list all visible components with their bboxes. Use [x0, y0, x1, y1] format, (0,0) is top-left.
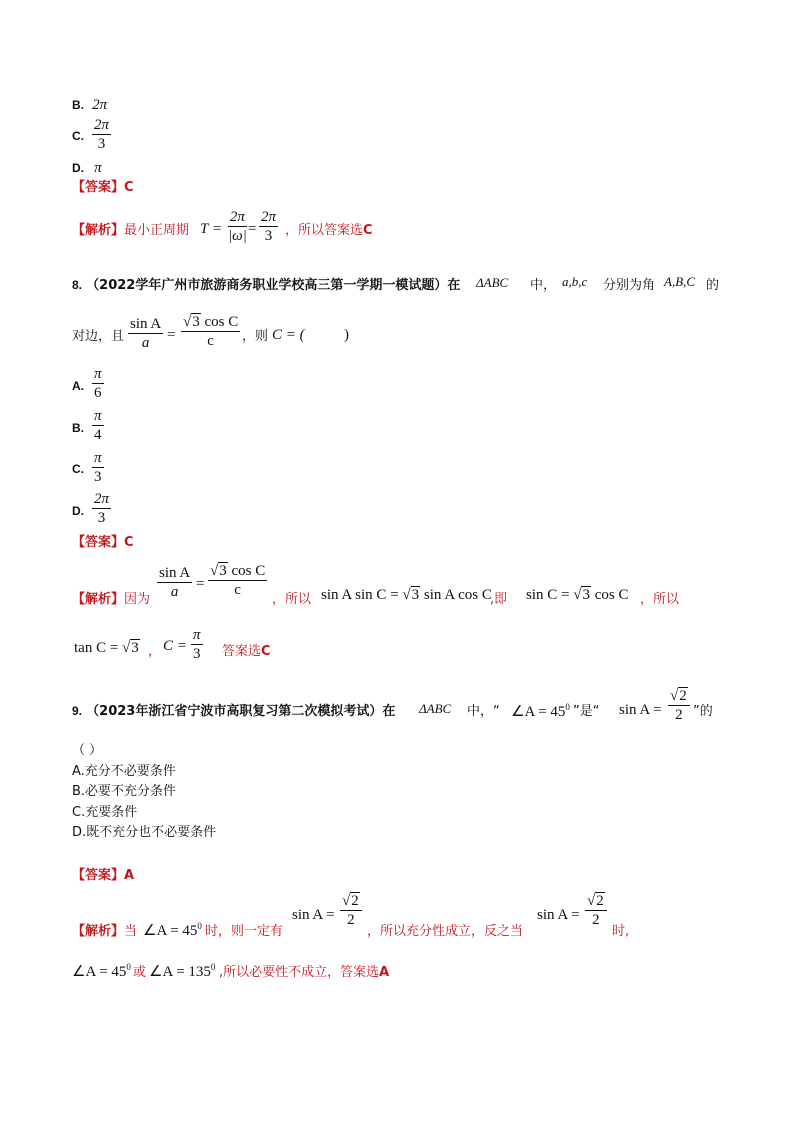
q9-option-b: B.必要不充分条件 [72, 784, 177, 799]
q9-triangle: ΔABC [419, 701, 452, 716]
q7-option-c-num: 2π [94, 117, 110, 133]
q9-source: （2023年浙江省宁波市高职复习第二次模拟考试）在 [86, 704, 396, 719]
q9-ana-frac2 [585, 893, 607, 929]
q9-ana-frac1-den: 2 [347, 912, 355, 928]
q7-option-c-den: 3 [97, 136, 106, 152]
q8-option-d-num: 2π [94, 491, 110, 507]
q8-cond-rnum: √3 cos C [183, 314, 239, 330]
q9-stem-line1 [72, 705, 395, 718]
q8-option-d-den: 3 [97, 510, 106, 526]
q9-ana-sin1: sin A = [292, 907, 335, 923]
q7-analysis-answer: C [363, 223, 373, 238]
q8-angles: A,B,C [664, 274, 696, 289]
q8-analysis-label: 【解析】 [72, 592, 125, 607]
q9-answer [72, 869, 134, 882]
q9-text2: ”是“ [573, 704, 600, 719]
q7-analysis-frac2-num: 2π [261, 209, 277, 225]
q8-ana-expr1: sin A sin C = √3 sin A cos C [321, 587, 492, 603]
q7-analysis-conclusion [285, 224, 373, 237]
q9-option-d: D.既不充分也不必要条件 [72, 825, 217, 840]
q8-option-b-num: π [94, 408, 102, 424]
q9-ana-frac2-den: 2 [592, 912, 600, 928]
q9-paren: （ ） [72, 743, 103, 758]
q8-text3: 的 [706, 278, 720, 293]
q9-cond2-frac [668, 688, 690, 724]
q9-answer-label: 【答案】 [72, 868, 125, 883]
q8-ana-line3-C: C = [163, 638, 187, 654]
q8-cond-rden: c [207, 333, 214, 349]
q8-ana-line3-answer [222, 645, 271, 658]
q9-ana-frac1-sqrt: 2 [351, 893, 359, 909]
q8-ana-line3-choice: C [261, 644, 271, 659]
q8-ana-lnum: sin A [159, 565, 191, 581]
q9-cond2-num: √2 [668, 688, 690, 706]
q8-source: （2022学年广州市旅游商务职业学校高三第一学期一模试题）在 [86, 278, 461, 293]
q9-ana-frac1-num: √2 [340, 893, 362, 911]
q8-analysis-start [72, 593, 150, 606]
q8-number: 8. [72, 278, 83, 292]
q9-ana-angle-text: ∠A = 45 [143, 923, 198, 939]
q7-analysis-frac1 [226, 209, 249, 245]
q9-ana-angle [143, 922, 202, 939]
q8-cond-lnum: sin A [130, 316, 162, 332]
q7-analysis-frac1-num: 2π [229, 209, 245, 225]
q8-ana-line3-text: 答案选 [222, 644, 262, 659]
q9-cond1-sup: 0 [565, 702, 570, 712]
q9-ana-mid: ，所以充分性成立，反之当 [367, 924, 524, 939]
q9-ana-line2-answer: A [379, 965, 390, 980]
q8-ana-tan: tan C = [74, 640, 119, 656]
q8-cond-lden: a [141, 335, 150, 351]
q8-ana-tan-sqrt: 3 [131, 640, 139, 656]
q8-ana-lden: a [170, 584, 179, 600]
q8-analysis-right-frac [208, 563, 267, 599]
q8-line2-start: 对边，且 [72, 329, 125, 344]
q9-cond1-text: ∠A = 45 [511, 704, 566, 720]
q8-cond-eq: = [167, 327, 176, 343]
q8-ana-expr2-left: sin C = [526, 587, 570, 603]
q8-ana-expr1-right: sin A cos C [423, 587, 492, 603]
q8-condition-right-frac [181, 314, 240, 350]
q8-option-a-label: A. [72, 379, 84, 393]
q9-analysis-label: 【解析】 [72, 924, 125, 939]
q8-option-a-num: π [94, 366, 102, 382]
q8-ana-line3-den: 3 [193, 646, 201, 662]
q7-analysis-text [72, 224, 189, 237]
q7-option-b-value: 2π [92, 97, 108, 113]
q8-option-b-label: B. [72, 421, 84, 435]
q8-option-b-frac [92, 408, 104, 444]
q8-text1: 中， [530, 278, 557, 293]
q8-ana-line3-comma: ， [148, 644, 162, 659]
q9-ana-line2-a-sup: 0 [126, 962, 131, 972]
q9-ana-line2-a-text: ∠A = 45 [72, 964, 127, 980]
q8-option-c-den: 3 [94, 469, 102, 485]
q8-ana-rden: c [234, 582, 241, 598]
q9-cond2-den: 2 [675, 707, 683, 723]
q7-option-c-fraction [92, 117, 111, 153]
q8-option-a-frac [92, 366, 104, 402]
q8-answer-label: 【答案】 [72, 535, 125, 550]
q8-option-a-den: 6 [94, 385, 102, 401]
q7-analysis-text2: ，所以答案选 [285, 223, 364, 238]
q8-option-d-label: D. [72, 504, 84, 518]
q8-ana-rnum: √3 cos C [210, 563, 266, 579]
q8-answer [72, 536, 134, 549]
q9-ana-then: 时，则一定有 [205, 924, 284, 939]
q9-option-c: C.充要条件 [72, 805, 138, 820]
q9-ana-when: 当 [124, 924, 138, 939]
q8-line2-end: ，则 [242, 329, 269, 344]
q9-ana-time: 时, [612, 924, 630, 939]
q8-option-b-den: 4 [94, 427, 102, 443]
q8-ana-line3-tan: tan C = √3 [74, 640, 139, 656]
q7-option-b [72, 98, 107, 113]
q9-answer-value: A [124, 868, 135, 883]
q9-ana-line2-b-sup: 0 [210, 962, 216, 972]
q9-ana-line2-a [72, 963, 131, 980]
q7-option-c-label: C. [72, 129, 84, 143]
q8-ana-rnum-sqrt: 3 [219, 563, 227, 579]
q8-ana-expr1-sqrt: 3 [411, 587, 420, 603]
q7-analysis-T: T = [200, 221, 222, 237]
q8-cond-rnum-sqrt: 3 [192, 314, 200, 330]
q8-stem-line1 [72, 279, 460, 292]
q8-ana-expr2: sin C = √3 cos C [526, 587, 629, 603]
q7-option-d [72, 161, 102, 176]
q9-ana-line2-conclusion [219, 966, 389, 979]
q9-ana-frac1 [340, 893, 362, 929]
q8-condition-left-frac [128, 316, 163, 352]
q9-ana-line2-text: ,所以必要性不成立，答案选 [219, 965, 380, 980]
q8-answer-value: C [124, 535, 134, 550]
q7-analysis-frac2 [259, 209, 278, 245]
q9-ana-frac2-sqrt: 2 [596, 893, 604, 909]
q9-cond2-num-sqrt: 2 [679, 688, 687, 704]
q8-line2-close: ) [344, 327, 349, 343]
q7-option-b-label: B. [72, 98, 84, 112]
q8-text2: 分别为角 [603, 278, 656, 293]
q9-text3: ”的 [693, 704, 713, 719]
q8-option-d-frac [92, 491, 111, 527]
q9-number: 9. [72, 704, 83, 718]
q8-ana-so2: ，所以 [640, 592, 680, 607]
q9-ana-sin2: sin A = [537, 907, 580, 923]
q8-analysis-left-frac [157, 565, 192, 601]
q9-ana-line2-or: 或 [133, 965, 147, 980]
q9-text1: 中，“ [467, 704, 500, 719]
q9-ana-angle-sup: 0 [197, 921, 202, 931]
q7-analysis-frac1-den: |ω| [228, 228, 247, 244]
q7-option-d-label: D. [72, 161, 84, 175]
q7-analysis-text1: 最小正周期 [124, 223, 190, 238]
q8-option-c-frac [92, 450, 104, 486]
q8-ana-expr1-left: sin A sin C = [321, 587, 399, 603]
q7-answer-value: C [124, 180, 134, 195]
q8-ana-eq: = [196, 576, 205, 592]
q7-analysis-label: 【解析】 [72, 223, 125, 238]
q8-cond-rnum-rest: cos C [204, 314, 239, 330]
q9-ana-line2-b-text: ∠A = 135 [149, 964, 211, 980]
q8-option-c-num: π [94, 450, 102, 466]
q8-ana-expr2-right: cos C [594, 587, 629, 603]
q7-analysis-frac2-den: 3 [264, 228, 273, 244]
q9-analysis-start [72, 925, 137, 938]
q7-answer-label: 【答案】 [72, 180, 125, 195]
q8-ana-rnum-rest: cos C [231, 563, 266, 579]
q9-ana-line2-b [149, 963, 215, 980]
q7-answer [72, 181, 134, 194]
q9-cond1 [511, 703, 570, 720]
q8-ana-so1: ，所以 [272, 592, 312, 607]
q8-ana-line3-num: π [193, 627, 201, 643]
q9-cond2: sin A = [619, 702, 662, 718]
q8-ana-expr2-sqrt: 3 [582, 587, 590, 603]
q8-ana-ji: ,即 [490, 592, 508, 607]
q8-analysis-because: 因为 [124, 592, 151, 607]
q8-line2-C: C = ( [272, 327, 305, 343]
q9-ana-frac2-num: √2 [585, 893, 607, 911]
q7-option-d-value: π [94, 160, 102, 176]
q8-option-c-label: C. [72, 462, 84, 476]
q8-sides: a,b,c [562, 274, 588, 289]
q8-triangle: ΔABC [476, 275, 509, 290]
q8-ana-line3-frac [191, 627, 203, 663]
q7-analysis-eq: = [248, 221, 257, 237]
q9-option-a: A.充分不必要条件 [72, 764, 176, 779]
